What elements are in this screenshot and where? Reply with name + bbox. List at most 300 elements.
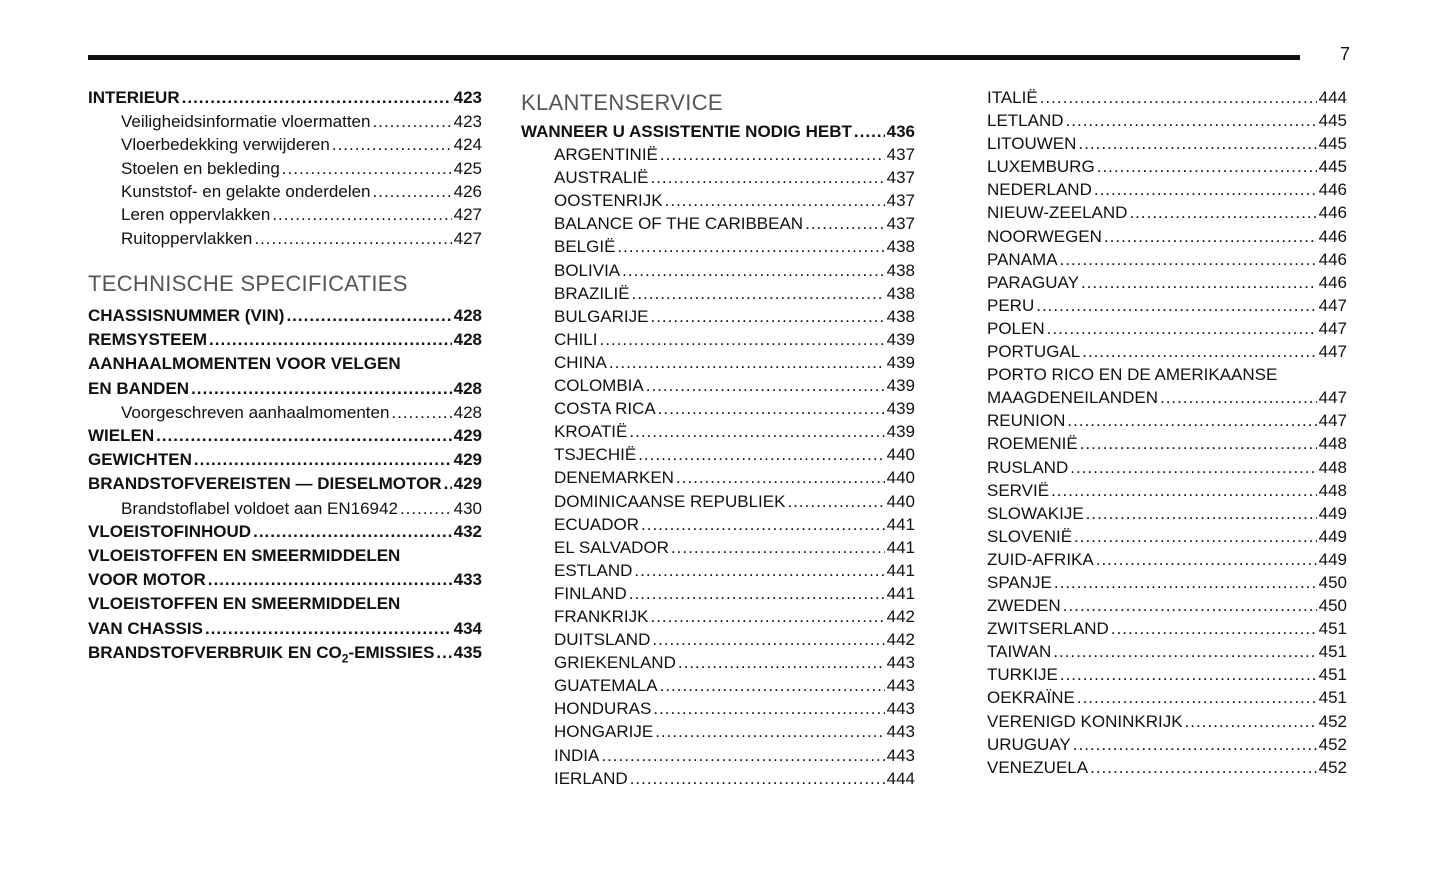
- leader-dots: [205, 617, 452, 641]
- toc-entry[interactable]: [88, 377, 482, 401]
- leader-dots: [1040, 86, 1317, 109]
- toc-entry-page: 439: [886, 399, 915, 419]
- toc-entry[interactable]: [88, 401, 482, 424]
- toc-entry-page: 440: [886, 491, 915, 511]
- toc-entry-page: 448: [1318, 480, 1347, 500]
- toc-entry-label: EL SALVADOR: [554, 537, 669, 557]
- toc-entry[interactable]: [987, 617, 1347, 640]
- toc-entry-page: 444: [1318, 88, 1347, 107]
- toc-entry[interactable]: [88, 157, 482, 180]
- leader-dots: [1097, 155, 1317, 178]
- toc-entry-page: 443: [886, 722, 915, 742]
- leader-dots: [676, 466, 885, 489]
- toc-entry-label: VENEZUELA: [987, 757, 1089, 777]
- leader-dots: [1078, 132, 1316, 155]
- toc-entry-page: 449: [1318, 526, 1347, 546]
- toc-entry[interactable]: [987, 294, 1347, 317]
- toc-entry[interactable]: [521, 443, 915, 466]
- toc-entry-page: 446: [1318, 180, 1347, 200]
- leader-dots: [1060, 663, 1317, 686]
- leader-dots: [622, 259, 884, 282]
- toc-entry-page: 423: [453, 88, 482, 107]
- toc-entry-page: 441: [886, 560, 915, 580]
- leader-dots: [629, 582, 885, 605]
- toc-entry-page: 438: [886, 260, 915, 280]
- toc-entry-page: 437: [886, 168, 915, 188]
- toc-entry-label: Kunststof- en gelakte onderdelen: [121, 182, 371, 202]
- toc-entry-page: 439: [886, 329, 915, 349]
- toc-entry-label: REMSYSTEEM: [88, 330, 208, 350]
- toc-entry-label: BULGARIJE: [554, 306, 649, 326]
- page-number: 7: [1340, 44, 1351, 64]
- leader-dots: [1080, 432, 1317, 455]
- toc-entry-page: 428: [453, 402, 482, 422]
- toc-entry-label: DUITSLAND: [554, 630, 651, 650]
- toc-entry-page: 432: [453, 521, 482, 541]
- toc-entry[interactable]: [987, 525, 1347, 548]
- toc-column-2: [521, 86, 915, 790]
- toc-entry[interactable]: [987, 710, 1347, 733]
- toc-entry-label: PORTUGAL: [987, 342, 1081, 362]
- toc-entry[interactable]: [88, 203, 482, 226]
- leader-dots: [650, 166, 884, 189]
- leader-dots: [1090, 756, 1317, 779]
- toc-entry-page: 447: [1318, 318, 1347, 338]
- toc-entry-page: 438: [886, 237, 915, 257]
- toc-entry-page: 429: [453, 474, 482, 494]
- toc-entry[interactable]: [521, 143, 915, 166]
- toc-entry-page: 452: [1318, 757, 1347, 777]
- toc-entry[interactable]: [521, 305, 915, 328]
- leader-dots: [1036, 294, 1316, 317]
- toc-entry-page: 451: [1318, 642, 1347, 662]
- toc-entry[interactable]: [987, 663, 1347, 686]
- toc-entry-label: TAIWAN: [987, 642, 1052, 662]
- toc-entry-label: BRANDSTOFVEREISTEN — DIESELMOTOR: [88, 474, 442, 494]
- toc-entry-label: VLOEISTOFFEN EN SMEERMIDDELEN: [88, 594, 401, 614]
- toc-entry[interactable]: [88, 448, 482, 472]
- toc-entry-label: LITOUWEN: [987, 134, 1077, 154]
- toc-entry[interactable]: [521, 536, 915, 559]
- toc-entry-label: FINLAND: [554, 583, 627, 603]
- toc-entry[interactable]: [521, 651, 915, 674]
- toc-entry[interactable]: [521, 189, 915, 212]
- toc-entry[interactable]: [521, 582, 915, 605]
- toc-entry[interactable]: [521, 120, 915, 143]
- toc-entry-label: BRANDSTOFVERBRUIK EN $CO_2$-EMISSIES: [88, 642, 435, 666]
- section-title-technical-specs: TECHNISCHE SPECIFICATIES: [88, 270, 408, 296]
- toc-entry[interactable]: [987, 502, 1347, 525]
- toc-entry-label: NOORWEGEN: [987, 226, 1102, 246]
- toc-entry-label: ROEMENIË: [987, 434, 1078, 454]
- toc-entry-label: SERVIË: [987, 480, 1050, 500]
- toc-entry-page: 452: [1318, 711, 1347, 731]
- toc-entry[interactable]: [521, 466, 915, 489]
- leader-dots: [617, 235, 884, 258]
- leader-dots: [632, 282, 885, 305]
- toc-entry-label: Leren oppervlakken: [121, 205, 271, 225]
- toc-entry-label: VERENIGD KONINKRIJK: [987, 711, 1183, 731]
- leader-dots: [650, 605, 884, 628]
- customer-service-entries: [521, 120, 915, 790]
- toc-entry[interactable]: [987, 686, 1347, 709]
- toc-entry-label: MAAGDENEILANDEN: [987, 388, 1158, 408]
- toc-entry-page: 424: [453, 135, 482, 155]
- toc-entry-page: 443: [886, 653, 915, 673]
- toc-entry[interactable]: [88, 617, 482, 641]
- toc-entry-label: AANHAALMOMENTEN VOOR VELGEN: [88, 354, 401, 374]
- toc-entry-label: DENEMARKEN: [554, 468, 674, 488]
- toc-entry-label: PANAMA: [987, 249, 1058, 269]
- leader-dots: [1104, 225, 1317, 248]
- toc-entry[interactable]: [521, 628, 915, 651]
- toc-entry[interactable]: [987, 132, 1347, 155]
- toc-entry-label: PARAGUAY: [987, 272, 1079, 292]
- toc-entry-label: ITALIË: [987, 88, 1038, 107]
- toc-entry-label: VAN CHASSIS: [88, 618, 203, 638]
- toc-entry-label: REUNION: [987, 411, 1066, 431]
- leader-dots: [209, 328, 452, 352]
- toc-entry-page: 440: [886, 468, 915, 488]
- toc-entry[interactable]: [987, 571, 1347, 594]
- leader-dots: [286, 304, 451, 328]
- interior-entries: [88, 86, 482, 250]
- toc-entry-page: 434: [453, 618, 482, 638]
- toc-entry[interactable]: [987, 594, 1347, 617]
- leader-dots: [634, 559, 884, 582]
- toc-entry[interactable]: [88, 304, 482, 328]
- toc-entry-label: LETLAND: [987, 111, 1064, 131]
- leader-dots: [653, 697, 884, 720]
- leader-dots: [629, 420, 884, 443]
- toc-entry[interactable]: [521, 351, 915, 374]
- toc-entry-label: RUSLAND: [987, 457, 1069, 477]
- toc-entry-label: INTERIEUR: [88, 88, 180, 107]
- toc-entry-label: CHASSISNUMMER (VIN): [88, 305, 285, 325]
- leader-dots: [282, 157, 452, 180]
- toc-entry[interactable]: [88, 497, 482, 520]
- toc-entry[interactable]: [987, 155, 1347, 178]
- toc-entry[interactable]: [987, 363, 1347, 386]
- leader-dots: [1074, 525, 1317, 548]
- toc-entry-label: POLEN: [987, 318, 1045, 338]
- toc-entry[interactable]: [521, 374, 915, 397]
- toc-entry[interactable]: [521, 559, 915, 582]
- toc-entry-page: 443: [886, 699, 915, 719]
- leader-dots: [1081, 271, 1317, 294]
- toc-entry-page: 449: [1318, 549, 1347, 569]
- toc-entry-label: VLOEISTOFFEN EN SMEERMIDDELEN: [88, 546, 401, 566]
- toc-entry[interactable]: [521, 328, 915, 351]
- toc-entry[interactable]: [521, 605, 915, 628]
- toc-entry[interactable]: [88, 110, 482, 133]
- toc-entry-page: 446: [1318, 272, 1347, 292]
- leader-dots: [1070, 456, 1316, 479]
- toc-entry-label: BOLIVIA: [554, 260, 621, 280]
- toc-entry-page: 448: [1318, 434, 1347, 454]
- toc-entry-page: 430: [453, 498, 482, 518]
- toc-entry-page: 433: [453, 570, 482, 590]
- leader-dots: [1129, 201, 1316, 224]
- toc-entry-label: INDIA: [554, 745, 600, 765]
- toc-entry[interactable]: [987, 733, 1347, 756]
- leader-dots: [194, 448, 452, 472]
- toc-entry-page: 439: [886, 352, 915, 372]
- toc-entry-page: 441: [886, 537, 915, 557]
- toc-entry-label: BRAZILIË: [554, 283, 630, 303]
- toc-entry-page: 437: [886, 214, 915, 234]
- toc-entry[interactable]: [521, 166, 915, 189]
- toc-entry-label: PORTO RICO EN DE AMERIKAANSE: [987, 365, 1278, 385]
- toc-entry-page: 448: [1318, 457, 1347, 477]
- leader-dots: [1077, 686, 1317, 709]
- leader-dots: [660, 674, 885, 697]
- toc-entry-page: 438: [886, 306, 915, 326]
- toc-entry-label: CHINA: [554, 352, 607, 372]
- toc-entry-label: HONDURAS: [554, 699, 652, 719]
- toc-entry-label: ZUID-AFRIKA: [987, 549, 1094, 569]
- toc-entry-page: 443: [886, 745, 915, 765]
- toc-entry-page: 452: [1318, 734, 1347, 754]
- toc-entry-label: VOOR MOTOR: [88, 570, 206, 590]
- leader-dots: [332, 133, 452, 156]
- toc-entry[interactable]: [987, 756, 1347, 779]
- toc-entry[interactable]: [987, 201, 1347, 224]
- toc-entry[interactable]: [987, 317, 1347, 340]
- toc-entry[interactable]: [521, 212, 915, 235]
- leader-dots: [254, 227, 451, 250]
- toc-entry-label: GEWICHTEN: [88, 450, 192, 470]
- toc-entry-label: GRIEKENLAND: [554, 653, 676, 673]
- toc-entry-page: 445: [1318, 134, 1347, 154]
- toc-entry-page: 443: [886, 676, 915, 696]
- toc-entry[interactable]: [987, 178, 1347, 201]
- leader-dots: [805, 212, 885, 235]
- toc-entry[interactable]: [521, 767, 915, 790]
- toc-entry[interactable]: [987, 340, 1347, 363]
- toc-entry[interactable]: [88, 544, 482, 568]
- leader-dots: [658, 397, 885, 420]
- leader-dots: [1051, 479, 1317, 502]
- toc-entry-page: 446: [1318, 249, 1347, 269]
- toc-entry[interactable]: [521, 513, 915, 536]
- leader-dots: [1060, 248, 1317, 271]
- leader-dots: [1053, 640, 1316, 663]
- toc-entry-page: 425: [453, 158, 482, 178]
- leader-dots: [1094, 178, 1317, 201]
- toc-entry-label: NEDERLAND: [987, 180, 1092, 200]
- leader-dots: [1086, 502, 1317, 525]
- leader-dots: [652, 628, 884, 651]
- toc-entry-label: ARGENTINIË: [554, 145, 658, 165]
- toc-entry[interactable]: [88, 472, 482, 496]
- toc-entry-page: 451: [1318, 665, 1347, 685]
- toc-entry[interactable]: [88, 520, 482, 544]
- toc-entry-label: VLOEISTOFINHOUD: [88, 521, 252, 541]
- toc-entry-label: ZWITSERLAND: [987, 619, 1109, 639]
- toc-entry[interactable]: [521, 720, 915, 743]
- toc-entry-page: 428: [453, 378, 482, 398]
- toc-entry-page: 441: [886, 514, 915, 534]
- leader-dots: [1082, 340, 1316, 363]
- toc-entry[interactable]: [521, 420, 915, 443]
- toc-entry-label: WIELEN: [88, 426, 155, 446]
- leader-dots: [854, 120, 885, 143]
- toc-entry[interactable]: [987, 456, 1347, 479]
- toc-entry-page: 451: [1318, 688, 1347, 708]
- toc-entry-label: Voorgeschreven aanhaalmomenten: [121, 402, 390, 422]
- toc-entry[interactable]: [987, 640, 1347, 663]
- toc-entry-label: COSTA RICA: [554, 399, 656, 419]
- leader-dots: [787, 490, 884, 513]
- toc-entry-label: WANNEER U ASSISTENTIE NODIG HEBT: [521, 122, 852, 141]
- toc-entry-label: NIEUW-ZEELAND: [987, 203, 1128, 223]
- toc-entry-label: BELGIË: [554, 237, 616, 257]
- toc-entry[interactable]: [987, 271, 1347, 294]
- leader-dots: [650, 305, 884, 328]
- toc-column-1: [88, 86, 482, 665]
- toc-entry[interactable]: [88, 86, 482, 110]
- leader-dots: [671, 536, 885, 559]
- toc-entry-label: CHILI: [554, 329, 598, 349]
- toc-entry-label: DOMINICAANSE REPUBLIEK: [554, 491, 786, 511]
- leader-dots: [601, 744, 884, 767]
- toc-entry[interactable]: [88, 227, 482, 250]
- toc-entry-page: 451: [1318, 619, 1347, 639]
- toc-entry[interactable]: [88, 592, 482, 616]
- toc-entry-label: LUXEMBURG: [987, 157, 1095, 177]
- toc-entry-label: OEKRAÏNE: [987, 688, 1075, 708]
- toc-entry-page: 442: [886, 606, 915, 626]
- leader-dots: [655, 720, 884, 743]
- toc-entry-page: 441: [886, 583, 915, 603]
- toc-entry-page: 426: [453, 182, 482, 202]
- toc-entry-page: 444: [886, 768, 915, 788]
- leader-dots: [191, 377, 452, 401]
- toc-column-3: [987, 86, 1347, 779]
- toc-entry[interactable]: [521, 235, 915, 258]
- toc-entry-page: 427: [453, 228, 482, 248]
- leader-dots: [630, 767, 885, 790]
- leader-dots: [372, 110, 451, 133]
- leader-dots: [678, 651, 885, 674]
- toc-entry[interactable]: [521, 282, 915, 305]
- toc-entry-label: Ruitoppervlakken: [121, 228, 253, 248]
- leader-dots: [373, 180, 452, 203]
- toc-entry-label: PERU: [987, 295, 1035, 315]
- toc-entry[interactable]: [987, 432, 1347, 455]
- toc-entry[interactable]: [987, 248, 1347, 271]
- leader-dots: [660, 143, 885, 166]
- toc-entry-page: 437: [886, 145, 915, 165]
- toc-entry-label: URUGUAY: [987, 734, 1071, 754]
- toc-entry-page: 446: [1318, 203, 1347, 223]
- leader-dots: [1066, 109, 1317, 132]
- country-entries: [987, 86, 1347, 779]
- leader-dots: [646, 374, 885, 397]
- toc-entry-page: 437: [886, 191, 915, 211]
- toc-entry[interactable]: [987, 409, 1347, 432]
- toc-entry-label: SPANJE: [987, 572, 1052, 592]
- leader-dots: [665, 189, 885, 212]
- toc-entry[interactable]: [521, 697, 915, 720]
- toc-entry-page: 438: [886, 283, 915, 303]
- toc-entry-page: 450: [1318, 596, 1347, 616]
- toc-entry-page: 447: [1318, 411, 1347, 431]
- toc-entry[interactable]: [987, 109, 1347, 132]
- toc-entry-page: 429: [453, 426, 482, 446]
- toc-entry-label: TURKIJE: [987, 665, 1058, 685]
- toc-entry[interactable]: [987, 386, 1347, 409]
- leader-dots: [272, 203, 451, 226]
- toc-entry-label: SLOWAKIJE: [987, 503, 1084, 523]
- leader-dots: [253, 520, 452, 544]
- toc-entry[interactable]: [88, 352, 482, 376]
- toc-entry-page: 447: [1318, 295, 1347, 315]
- toc-entry-page: 435: [453, 642, 482, 662]
- toc-entry[interactable]: [521, 490, 915, 513]
- toc-entry-label: SLOVENIË: [987, 526, 1073, 546]
- toc-entry-label: Vloerbedekking verwijderen: [121, 135, 330, 155]
- leader-dots: [156, 424, 452, 448]
- leader-dots: [1054, 571, 1317, 594]
- toc-entry[interactable]: [987, 225, 1347, 248]
- leader-dots: [1111, 617, 1317, 640]
- toc-entry[interactable]: [88, 180, 482, 203]
- toc-entry-page: 447: [1318, 388, 1347, 408]
- leader-dots: [641, 513, 885, 536]
- toc-entry[interactable]: [521, 744, 915, 767]
- toc-entry-label: KROATIË: [554, 422, 628, 442]
- toc-entry-page: 436: [886, 122, 915, 141]
- toc-entry-page: 423: [453, 112, 482, 132]
- toc-entry-page: 445: [1318, 111, 1347, 131]
- leader-dots: [1073, 733, 1317, 756]
- toc-entry[interactable]: [88, 133, 482, 156]
- toc-entry[interactable]: [88, 328, 482, 352]
- leader-dots: [609, 351, 885, 374]
- toc-entry-label: ECUADOR: [554, 514, 640, 534]
- leader-dots: [1160, 386, 1317, 409]
- leader-dots: [391, 401, 451, 424]
- toc-entry-page: 442: [886, 630, 915, 650]
- toc-entry[interactable]: [987, 548, 1347, 571]
- toc-entry[interactable]: [521, 674, 915, 697]
- leader-dots: [182, 86, 452, 110]
- leader-dots: [208, 568, 452, 592]
- toc-entry[interactable]: [88, 424, 482, 448]
- toc-entry-label: Stoelen en bekleding: [121, 158, 280, 178]
- toc-entry-label: HONGARIJE: [554, 722, 654, 742]
- toc-entry-page: 439: [886, 376, 915, 396]
- toc-entry-page: 445: [1318, 157, 1347, 177]
- header-rule: [88, 55, 1300, 60]
- toc-entry-page: 446: [1318, 226, 1347, 246]
- toc-entry[interactable]: [521, 397, 915, 420]
- toc-entry-fuel-consumption-co2[interactable]: [88, 641, 482, 665]
- toc-entry-page: 450: [1318, 572, 1347, 592]
- toc-entry[interactable]: [987, 86, 1347, 109]
- leader-dots: [1067, 409, 1316, 432]
- toc-entry[interactable]: [521, 259, 915, 282]
- toc-entry[interactable]: [987, 479, 1347, 502]
- leader-dots: [1047, 317, 1317, 340]
- toc-entry-label: COLOMBIA: [554, 376, 644, 396]
- toc-entry-page: 447: [1318, 342, 1347, 362]
- toc-entry[interactable]: [88, 568, 482, 592]
- leader-dots: [1096, 548, 1317, 571]
- leader-dots: [400, 497, 452, 520]
